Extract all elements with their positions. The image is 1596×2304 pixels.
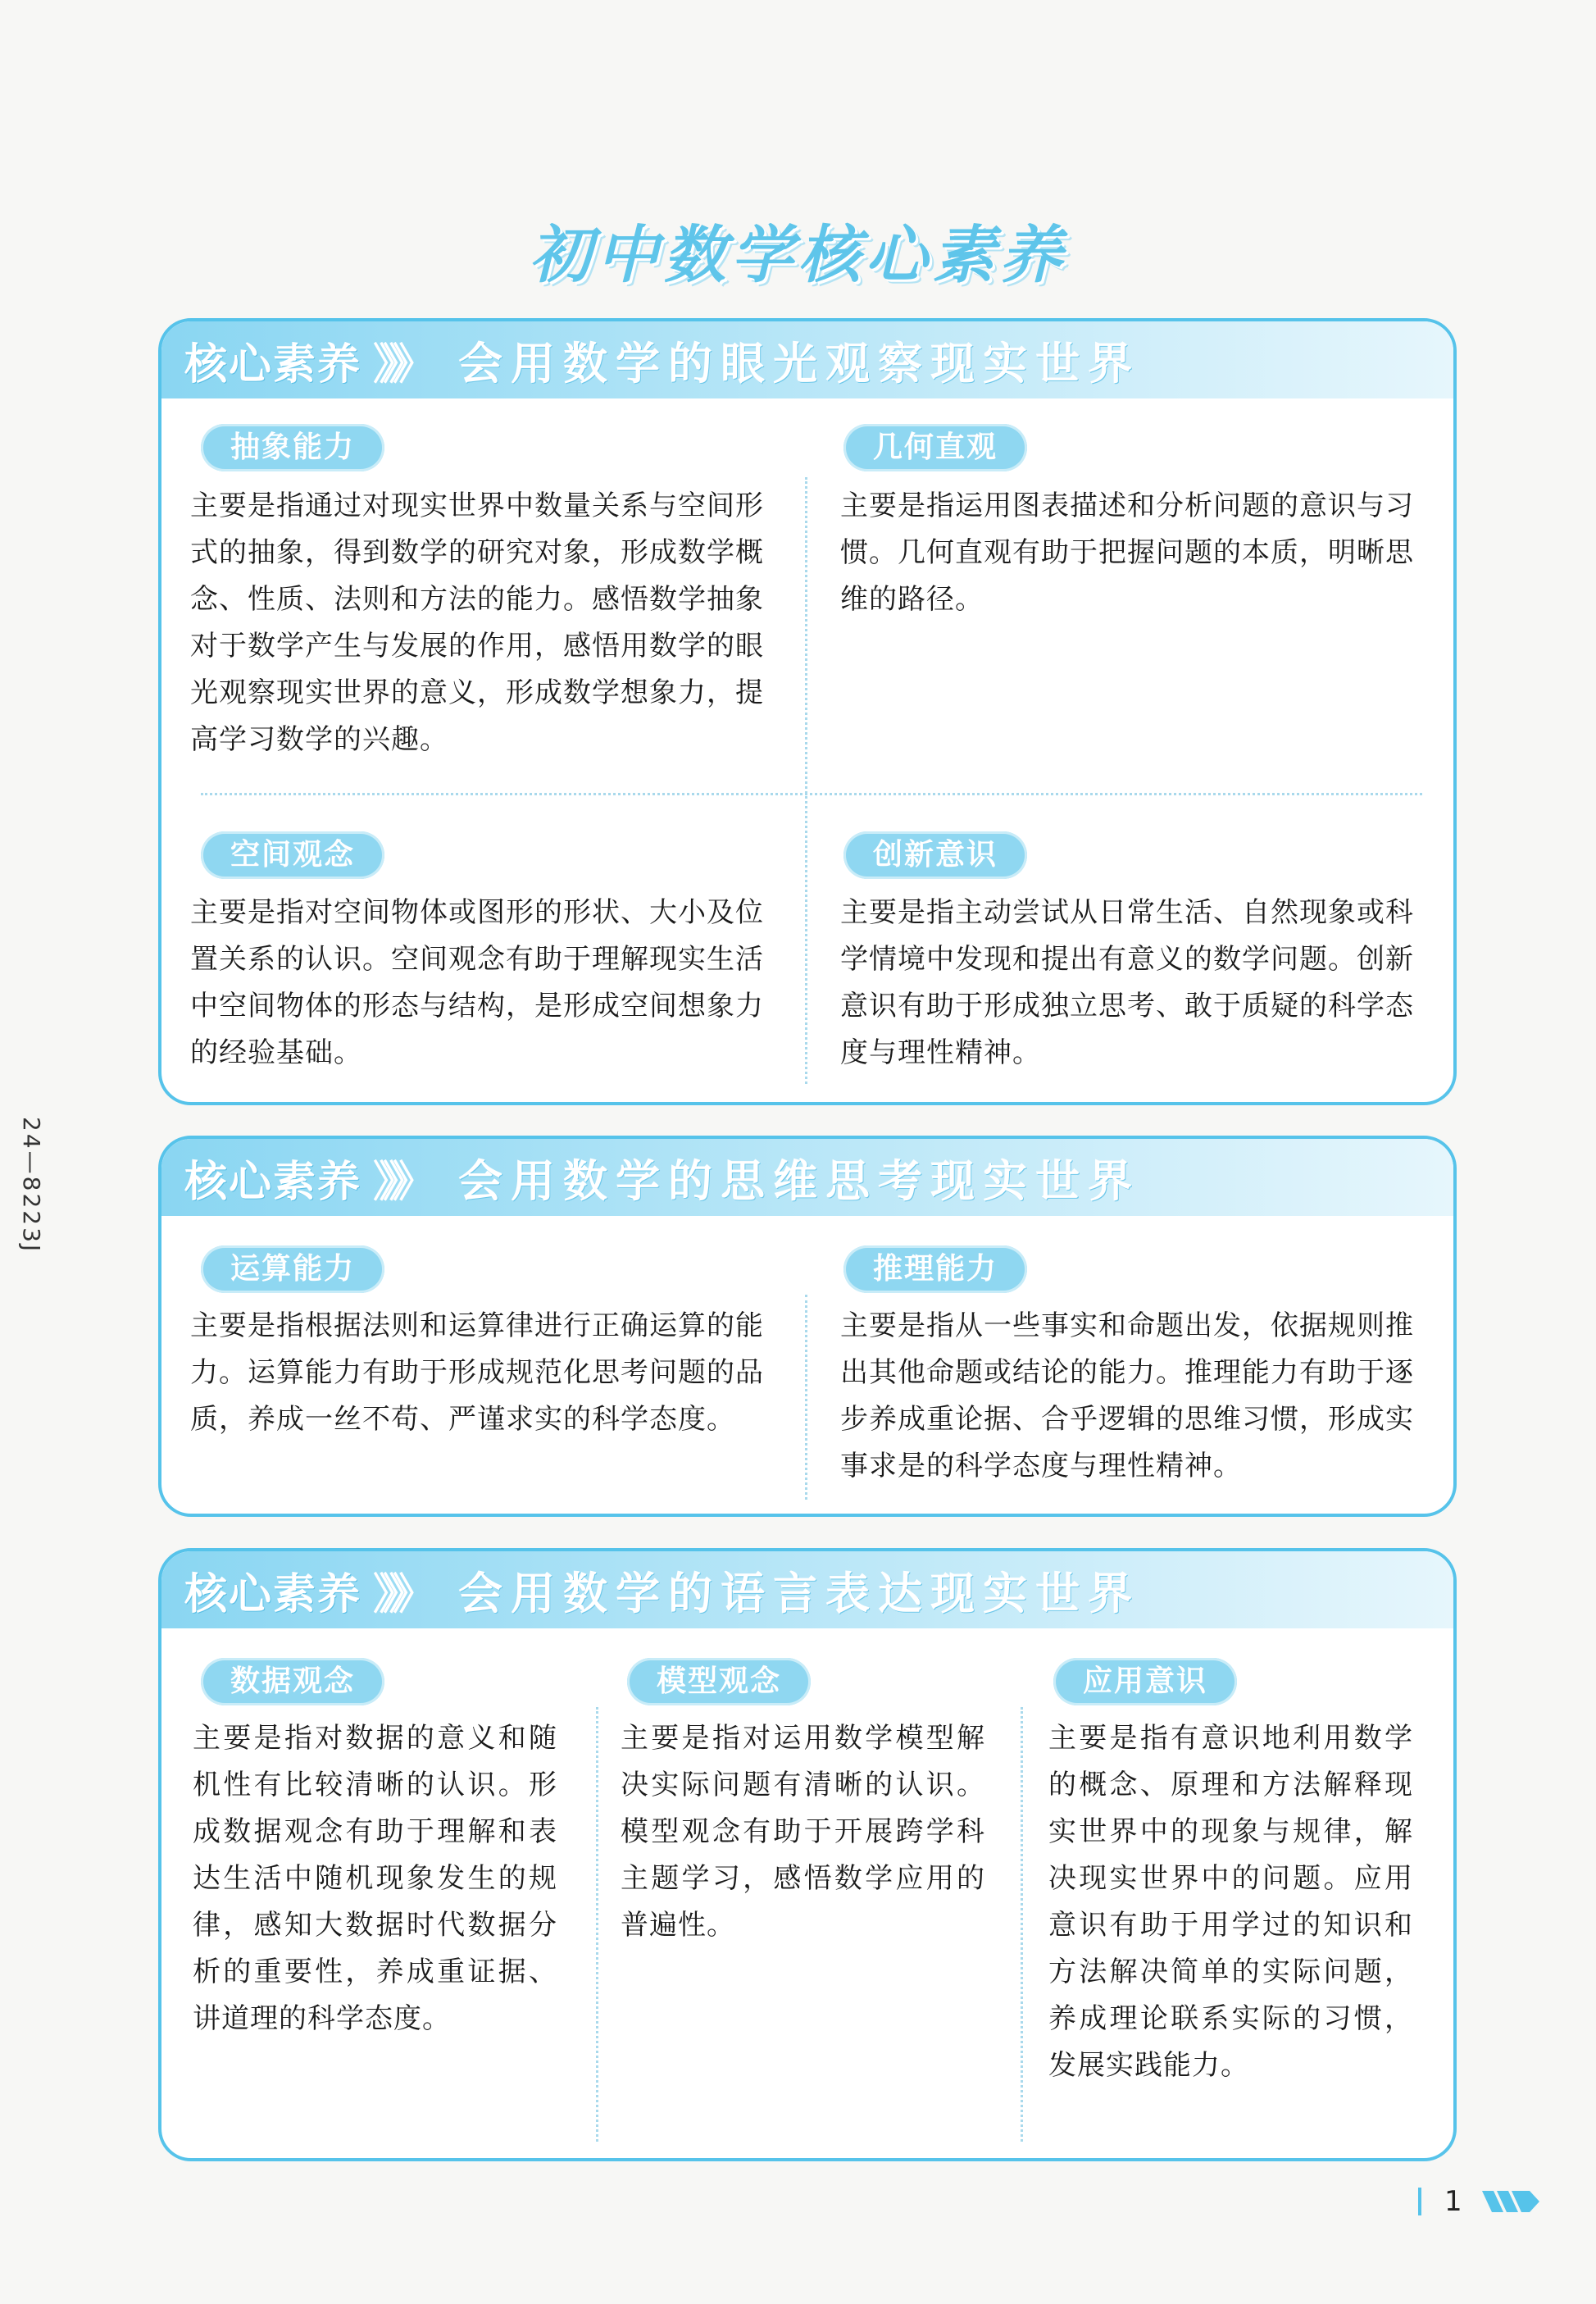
page-title: 初中数学核心素养 <box>529 218 1067 291</box>
column-divider <box>596 1707 598 2142</box>
item-text: 主要是指对数据的意义和随机性有比较清晰的认识。形成数据观念有助于理解和表达生活中随机现象发生的规律，感知大数据时代数据分析的重要性，养成重证据、讲道理的科学态度。 <box>193 1722 557 2035</box>
column-divider <box>1021 1707 1023 2142</box>
print-code: 24—8223J <box>18 1117 45 1254</box>
chevrons-icon: 》》》 <box>373 1569 425 1619</box>
page-number: 1 <box>1444 2185 1462 2218</box>
item-label: 抽象能力 <box>201 424 384 471</box>
item-text: 主要是指根据法则和运算律进行正确运算的能力。运算能力有助于形成规范化思考问题的品质，养成一丝不苟、严谨求实的科学态度。 <box>190 1309 764 1436</box>
item-text: 主要是指主动尝试从日常生活、自然现象或科学情境中发现和提出有意义的数学问题。创新意识有助于形成独立思考、敢于质疑的科学态度与理性精神。 <box>840 896 1414 1069</box>
chevrons-icon: 》》》 <box>373 1157 425 1207</box>
item-label: 几何直观 <box>843 424 1027 471</box>
section-think <box>158 1136 1457 1517</box>
chevrons-icon: 》》》 <box>373 339 425 389</box>
page-divider <box>1418 2188 1421 2215</box>
item-label: 数据观念 <box>201 1658 384 1705</box>
section-express <box>158 1548 1457 2161</box>
column-divider <box>805 477 807 1084</box>
item-text: 主要是指有意识地利用数学的概念、原理和方法解释现实世界中的现象与规律，解决现实世界中的问题。应用意识有助于用学过的知识和方法解决简单的实际问题，养成理论联系实际的习惯，发展实践能力。 <box>1048 1722 1413 2082</box>
section-title: 会用数学的语言表达现实世界 <box>458 1566 1141 1619</box>
page-stripe-icon <box>1482 2189 1541 2214</box>
section-tag: 核心素养 <box>184 339 362 389</box>
row-divider <box>201 793 1422 795</box>
item-text: 主要是指通过对现实世界中数量关系与空间形式的抽象，得到数学的研究对象，形成数学概念、性质、法则和方法的能力。感悟数学抽象对于数学产生与发展的作用，感悟用数学的眼光观察现实世界的意义，形成数学想象力，提高学习数学的兴趣。 <box>190 489 764 756</box>
section-title: 会用数学的思维思考现实世界 <box>458 1154 1141 1207</box>
item-label: 应用意识 <box>1053 1658 1237 1705</box>
item-text: 主要是指从一些事实和命题出发，依据规则推出其他命题或结论的能力。推理能力有助于逐步养成重论据、合乎逻辑的思维习惯，形成实事求是的科学态度与理性精神。 <box>840 1309 1414 1482</box>
item-label: 推理能力 <box>843 1245 1027 1293</box>
item-label: 创新意识 <box>843 831 1027 879</box>
section-header <box>161 1139 1453 1216</box>
item-label: 模型观念 <box>627 1658 811 1705</box>
item-label: 运算能力 <box>201 1245 384 1293</box>
side-code-wrap <box>18 1117 182 1254</box>
column-divider <box>805 1295 807 1500</box>
item-text: 主要是指对空间物体或图形的形状、大小及位置关系的认识。空间观念有助于理解现实生活中空间物体的形态与结构，是形成空间想象力的经验基础。 <box>190 896 764 1069</box>
section-tag: 核心素养 <box>184 1157 362 1207</box>
item-text: 主要是指对运用数学模型解决实际问题有清晰的认识。模型观念有助于开展跨学科主题学习，感悟数学应用的普遍性。 <box>621 1722 985 1942</box>
item-text: 主要是指运用图表描述和分析问题的意识与习惯。几何直观有助于把握问题的本质，明晰思维的路径。 <box>840 489 1414 616</box>
section-tag: 核心素养 <box>184 1569 362 1619</box>
section-header <box>161 1551 1453 1628</box>
section-observe <box>158 318 1457 1105</box>
section-title: 会用数学的眼光观察现实世界 <box>458 336 1141 389</box>
item-label: 空间观念 <box>201 831 384 879</box>
page-footer <box>1418 2185 1541 2218</box>
section-header <box>161 321 1453 398</box>
